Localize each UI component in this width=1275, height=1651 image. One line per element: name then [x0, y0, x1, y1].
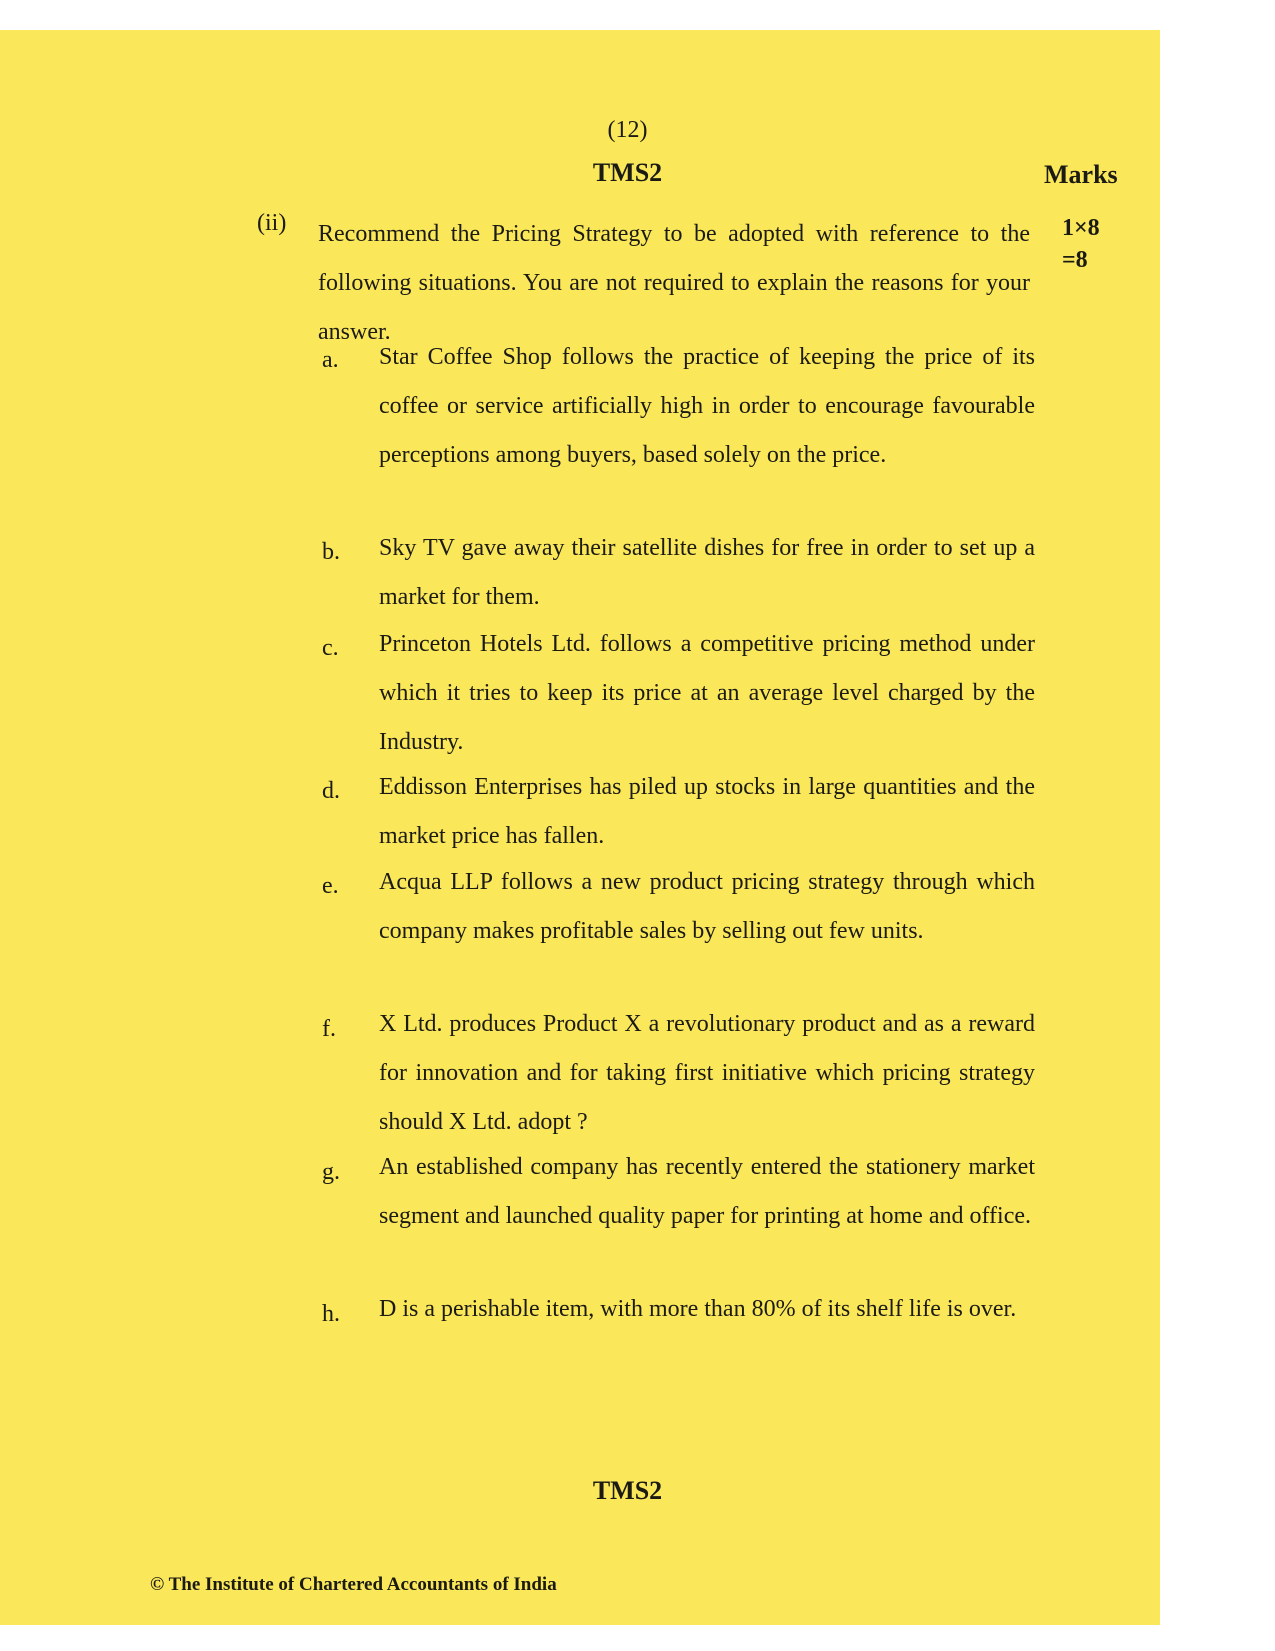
item-letter-a: a.: [322, 347, 339, 373]
item-text-a: Star Coffee Shop follows the practice of keeping the price of its coffee or service artificially high in order to encourage favourable perceptions among buyers, based solely on the price.: [379, 344, 1035, 468]
item-text-c: Princeton Hotels Ltd. follows a competitive pricing method under which it tries to keep its price at an average level charged by the Industry.: [379, 631, 1035, 755]
item-letter-b: b.: [322, 539, 340, 565]
page-number: (12): [607, 117, 648, 143]
item-text-e: Acqua LLP follows a new product pricing strategy through which company makes profitable sales by selling out few units.: [379, 869, 1035, 944]
marks-allocation: [1062, 212, 1100, 276]
question-number: (ii): [257, 210, 287, 236]
item-text-g: An established company has recently entered the stationery market segment and launched quality paper for printing at home and office.: [379, 1154, 1035, 1229]
item-letter-c: c.: [322, 635, 339, 661]
item-letter-f: f.: [322, 1016, 336, 1042]
item-text-h: D is a perishable item, with more than 80% of its shelf life is over.: [379, 1296, 1017, 1322]
marks-column-header: Marks: [1044, 160, 1118, 189]
item-text-f: X Ltd. produces Product X a revolutionary product and as a reward for innovation and for taking first initiative which pricing strategy should X Ltd. adopt ?: [379, 1011, 1035, 1135]
item-text-b: Sky TV gave away their satellite dishes for free in order to set up a market for them.: [379, 535, 1035, 610]
paper-code-header: TMS2: [592, 158, 663, 187]
item-letter-d: d.: [322, 778, 340, 804]
paper-code-footer: TMS2: [592, 1476, 663, 1505]
item-letter-e: e.: [322, 873, 339, 899]
item-text-d: Eddisson Enterprises has piled up stocks in large quantities and the market price has fallen.: [379, 774, 1035, 849]
question-text: Recommend the Pricing Strategy to be adopted with reference to the following situations. You are not required to explain the reasons for your answer.: [318, 221, 1030, 345]
item-letter-h: h.: [322, 1301, 340, 1327]
item-letter-g: g.: [322, 1159, 340, 1185]
marks-allocation-formula: 1×8: [1062, 215, 1100, 241]
copyright-footer: © The Institute of Chartered Accountants of India: [150, 1574, 557, 1595]
marks-allocation-total: =8: [1062, 247, 1088, 273]
